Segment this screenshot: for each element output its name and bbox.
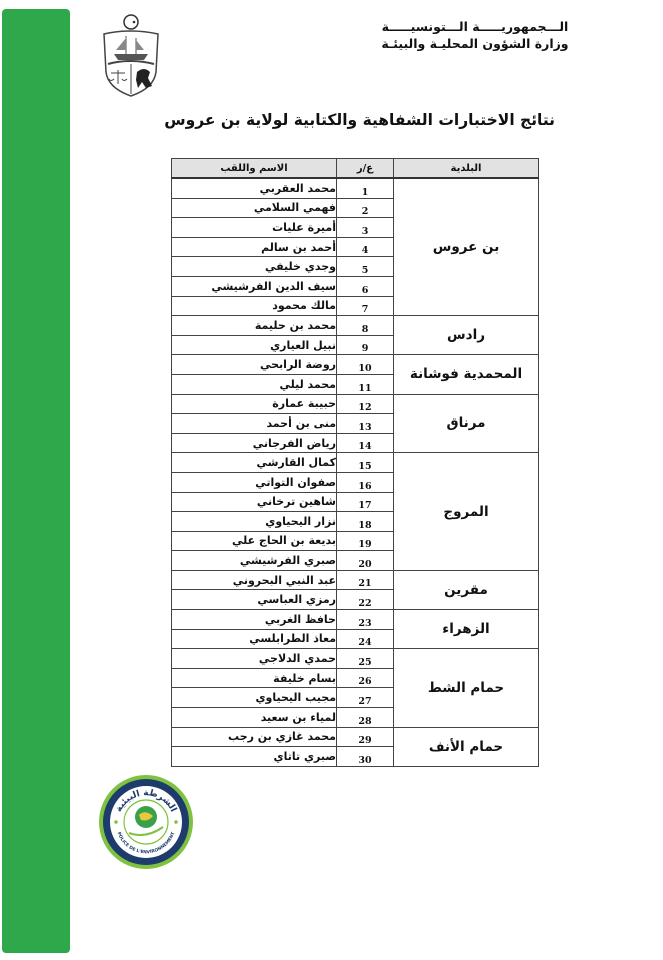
page-title: نتائج الاختبارات الشفاهية والكتابية لولاية بن عروس [164,111,555,129]
name-cell: روضة الرابحي [172,355,337,375]
name-cell: عبد النبي البحروني [172,570,337,590]
country-name: الـــجمهوريـــــة الـــتونسيـــــة [381,19,569,34]
number-cell: 29 [337,727,394,747]
table-row [172,355,539,375]
name-cell: صبري تاتاي [172,747,337,767]
municipality-cell: المحمدية فوشانة [394,355,539,394]
municipality-cell: حمام الشط [394,649,539,727]
header-number: ع/ر [337,159,394,179]
header-name: الاسم واللقب [172,159,337,179]
tunisia-coat-of-arms-icon [96,14,166,98]
table-header-row [172,159,539,179]
municipality-cell: المروج [394,453,539,571]
number-cell: 1 [337,178,394,198]
table-row [172,727,539,747]
number-cell: 28 [337,708,394,728]
results-table [171,158,539,767]
number-cell: 24 [337,629,394,649]
number-cell: 15 [337,453,394,473]
table-row [172,610,539,630]
number-cell: 26 [337,668,394,688]
number-cell: 11 [337,374,394,394]
number-cell: 4 [337,237,394,257]
number-cell: 10 [337,355,394,375]
number-cell: 17 [337,492,394,512]
name-cell: منى بن أحمد [172,414,337,434]
number-cell: 9 [337,335,394,355]
name-cell: صبري الفرشيشي [172,551,337,571]
name-cell: حبيبة عمارة [172,394,337,414]
name-cell: لمياء بن سعيد [172,708,337,728]
name-cell: أحمد بن سالم [172,237,337,257]
number-cell: 16 [337,472,394,492]
number-cell: 2 [337,198,394,218]
table-row [172,649,539,669]
name-cell: حافظ الغربي [172,610,337,630]
name-cell: بسام خليفة [172,668,337,688]
name-cell: كمال القارشي [172,453,337,473]
number-cell: 7 [337,296,394,316]
number-cell: 25 [337,649,394,669]
document-header [335,18,615,52]
name-cell: معاذ الطرابلسي [172,629,337,649]
name-cell: شاهين ترخاني [172,492,337,512]
name-cell: رمزي العباسي [172,590,337,610]
number-cell: 30 [337,747,394,767]
number-cell: 27 [337,688,394,708]
municipality-cell: مقرين [394,570,539,609]
environment-police-seal-icon [93,773,199,871]
number-cell: 12 [337,394,394,414]
table-row [172,453,539,473]
table-row [172,316,539,336]
municipality-cell: الزهراء [394,610,539,649]
name-cell: بديعة بن الحاج علي [172,531,337,551]
name-cell: مجيب اليحياوي [172,688,337,708]
number-cell: 18 [337,512,394,532]
ministry-name: وزارة الشؤون المحليـة والبيئـة [381,36,569,51]
number-cell: 3 [337,218,394,238]
name-cell: محمد ليلي [172,374,337,394]
number-cell: 20 [337,551,394,571]
name-cell: نبيل العياري [172,335,337,355]
number-cell: 5 [337,257,394,277]
municipality-cell: حمام الأنف [394,727,539,766]
number-cell: 21 [337,570,394,590]
name-cell: سيف الدين الفرشيشي [172,276,337,296]
number-cell: 19 [337,531,394,551]
municipality-cell: بن عروس [394,178,539,316]
seal-french-text: POLICE DE L'ENVIRONNEMENT [115,831,177,856]
number-cell: 23 [337,610,394,630]
header-municipality: البلدية [394,159,539,179]
number-cell: 6 [337,276,394,296]
number-cell: 13 [337,414,394,434]
name-cell: محمد غازي بن رجب [172,727,337,747]
number-cell: 14 [337,433,394,453]
name-cell: فهمي السلامي [172,198,337,218]
table-row [172,570,539,590]
table-row [172,394,539,414]
name-cell: نزار اليحياوي [172,512,337,532]
number-cell: 22 [337,590,394,610]
green-side-bar [2,9,70,953]
municipality-cell: مرناق [394,394,539,453]
name-cell: أميرة عليات [172,218,337,238]
name-cell: وجدي خليفي [172,257,337,277]
municipality-cell: رادس [394,316,539,355]
name-cell: حمدي الدلاجي [172,649,337,669]
number-cell: 8 [337,316,394,336]
name-cell: رياض الفرجاني [172,433,337,453]
name-cell: محمد العقربي [172,178,337,198]
table-row [172,178,539,198]
name-cell: صفوان التواتي [172,472,337,492]
name-cell: محمد بن حليمة [172,316,337,336]
seal-arabic-text: الشرطة البيئية [113,788,179,814]
name-cell: مالك محمود [172,296,337,316]
